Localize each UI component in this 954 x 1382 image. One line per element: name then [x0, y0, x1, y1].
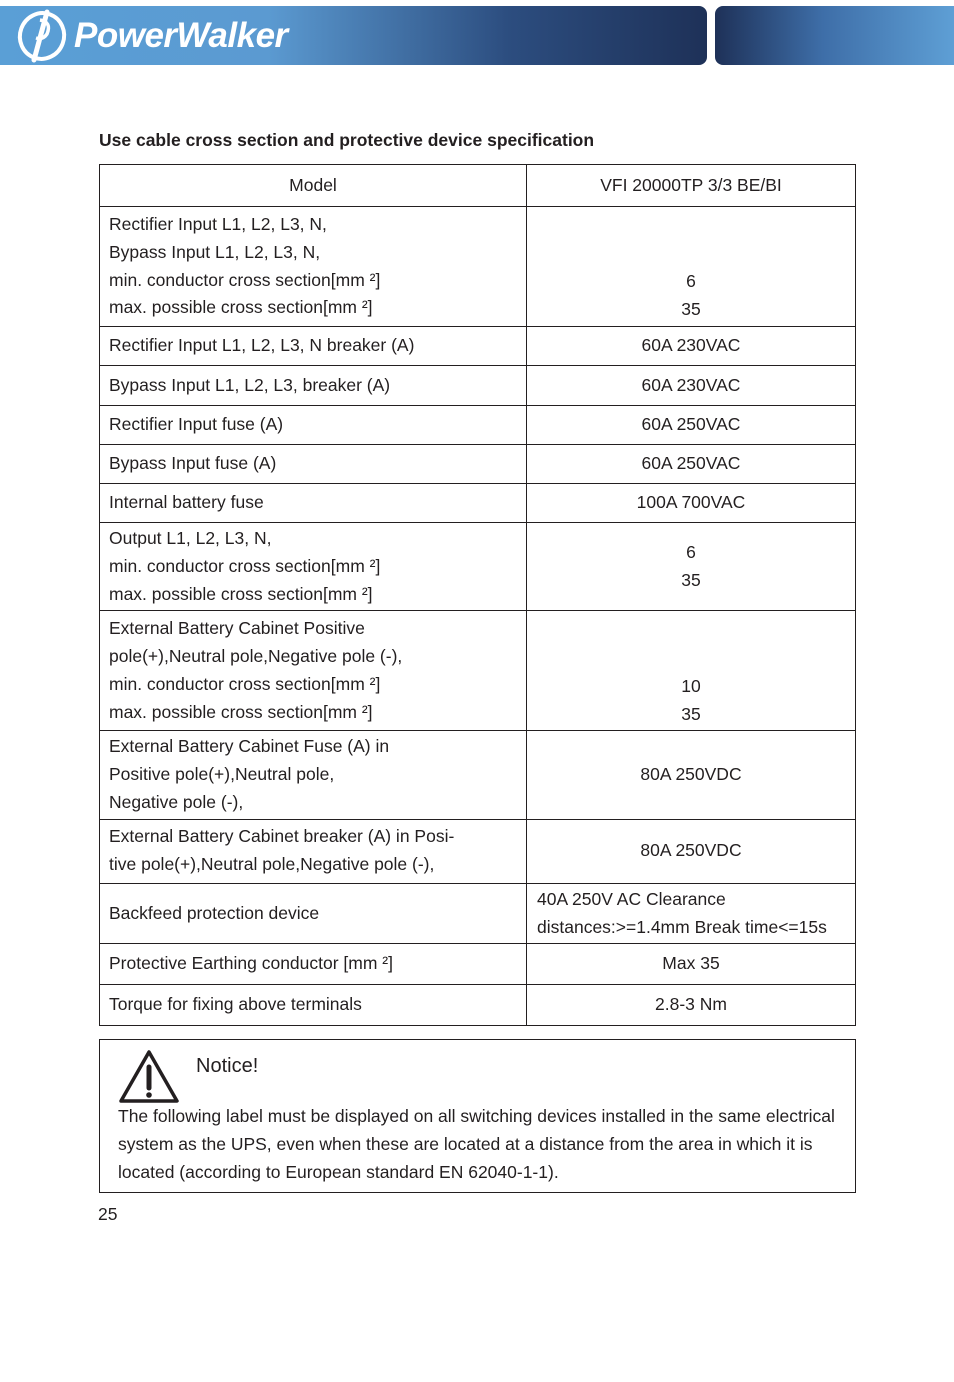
spec-label-line: Output L1, L2, L3, N,: [109, 528, 272, 548]
table-row: [100, 731, 856, 819]
spec-label-cell: [100, 406, 527, 445]
section-title: Use cable cross section and protective device specification: [99, 130, 595, 150]
table-header-row: [100, 165, 856, 207]
spec-label-line: min. conductor cross section[mm ²]: [109, 673, 381, 694]
spec-label-line: max. possible cross section[mm ²]: [109, 583, 373, 604]
table-row: [100, 445, 856, 484]
notice-title: Notice!: [196, 1055, 259, 1077]
spec-label-line: External Battery Cabinet Fuse (A) in: [109, 736, 390, 757]
spec-label-cell: [100, 523, 527, 611]
spec-value-cell: [527, 207, 856, 327]
brand-name: PowerWalker: [74, 15, 288, 55]
spec-label-cell: [100, 819, 527, 883]
brand-logo: [14, 8, 288, 63]
spec-value-line: 35: [681, 299, 701, 320]
spec-value-cell: [527, 327, 856, 366]
header-cell-model-value: VFI 20000TP 3/3 BE/BI: [527, 165, 856, 207]
spec-label-cell: [100, 366, 527, 406]
table-row: [100, 611, 856, 731]
header-bar-right: [715, 6, 954, 65]
spec-label-cell: [100, 731, 527, 819]
table-row: [100, 523, 856, 611]
spec-value-cell: [527, 366, 856, 406]
spec-label-line: Negative pole (-),: [109, 791, 244, 812]
spec-label-cell: [100, 944, 527, 985]
table-row: [100, 327, 856, 366]
spec-value-cell: [527, 883, 856, 944]
spec-value-line: 35: [681, 703, 701, 724]
spec-label-line: Bypass Input fuse (A): [109, 453, 277, 474]
spec-label-line: pole(+),Neutral pole,Negative pole (-),: [109, 646, 403, 667]
spec-value-line: distances:>=1.4mm Break time<=15s: [537, 916, 827, 937]
spec-table: [99, 164, 856, 1026]
spec-value-line: 6: [686, 541, 696, 562]
notice-box: [99, 1039, 856, 1193]
warning-triangle-icon: [118, 1048, 180, 1104]
spec-label-line: tive pole(+),Neutral pole,Negative pole (-),: [109, 854, 435, 875]
spec-label-line: Positive pole(+),Neutral pole,: [109, 764, 335, 785]
spec-value-cell: [527, 819, 856, 883]
spec-value-line: 60A 230VAC: [641, 374, 741, 395]
spec-value-cell: [527, 985, 856, 1026]
page-number: 25: [98, 1204, 118, 1224]
spec-label-line: Rectifier Input L1, L2, L3, N,: [109, 213, 327, 234]
spec-label-cell: [100, 883, 527, 944]
page-header: [0, 6, 954, 65]
spec-value-cell: [527, 944, 856, 985]
spec-label-cell: [100, 327, 527, 366]
spec-value-line: 60A 250VAC: [641, 414, 741, 435]
spec-value-line: 35: [681, 569, 701, 590]
spec-value-cell: [527, 406, 856, 445]
spec-label-line: max. possible cross section[mm ²]: [109, 297, 373, 318]
spec-label-line: Torque for fixing above terminals: [109, 994, 362, 1015]
spec-label-cell: [100, 445, 527, 484]
spec-label-line: Protective Earthing conductor [mm ²]: [109, 953, 393, 974]
spec-value-line: 40A 250V AC Clearance: [537, 888, 726, 909]
spec-label-line: Backfeed protection device: [109, 902, 320, 923]
spec-value-line: 6: [686, 271, 696, 292]
notice-body: The following label must be displayed on all switching devices installed in the same electrical system as the UPS, even when these are located at a distance from the area in which it is located (according to European standard EN 62040-1-1).: [118, 1106, 835, 1182]
spec-label-cell: [100, 484, 527, 523]
spec-value-cell: [527, 611, 856, 731]
spec-value-line: 2.8-3 Nm: [655, 994, 727, 1015]
spec-value-cell: [527, 523, 856, 611]
spec-label-cell: [100, 985, 527, 1026]
spec-label-line: Bypass Input L1, L2, L3, breaker (A): [109, 374, 391, 395]
spec-value-line: 10: [681, 675, 701, 696]
header-cell-model: Model: [100, 165, 527, 207]
table-row: [100, 883, 856, 944]
table-row: [100, 207, 856, 327]
table-row: [100, 484, 856, 523]
spec-label-line: External Battery Cabinet Positive: [109, 618, 365, 639]
spec-value-cell: [527, 445, 856, 484]
spec-value-line: 80A 250VDC: [640, 764, 742, 785]
spec-value-cell: [527, 731, 856, 819]
spec-label-line: min. conductor cross section[mm ²]: [109, 269, 381, 290]
spec-label-line: External Battery Cabinet breaker (A) in Posi-: [109, 826, 455, 847]
spec-label-line: Rectifier Input fuse (A): [109, 414, 284, 435]
spec-value-line: 80A 250VDC: [640, 840, 742, 861]
powerwalker-logo-icon: [14, 8, 70, 63]
spec-value-line: 100A 700VAC: [636, 492, 746, 513]
table-row: [100, 366, 856, 406]
spec-value-line: Max 35: [662, 953, 720, 974]
spec-label-line: Rectifier Input L1, L2, L3, N breaker (A): [109, 335, 415, 356]
table-row: [100, 985, 856, 1026]
spec-label-cell: [100, 207, 527, 327]
spec-label-line: Bypass Input L1, L2, L3, N,: [109, 241, 321, 262]
spec-label-line: min. conductor cross section[mm ²]: [109, 555, 381, 576]
spec-label-cell: [100, 611, 527, 731]
spec-value-line: 60A 250VAC: [641, 453, 741, 474]
spec-value-cell: [527, 484, 856, 523]
table-row: [100, 819, 856, 883]
table-row: [100, 406, 856, 445]
spec-label-line: max. possible cross section[mm ²]: [109, 701, 373, 722]
spec-label-line: Internal battery fuse: [109, 492, 264, 513]
table-row: [100, 944, 856, 985]
spec-value-line: 60A 230VAC: [641, 335, 741, 356]
